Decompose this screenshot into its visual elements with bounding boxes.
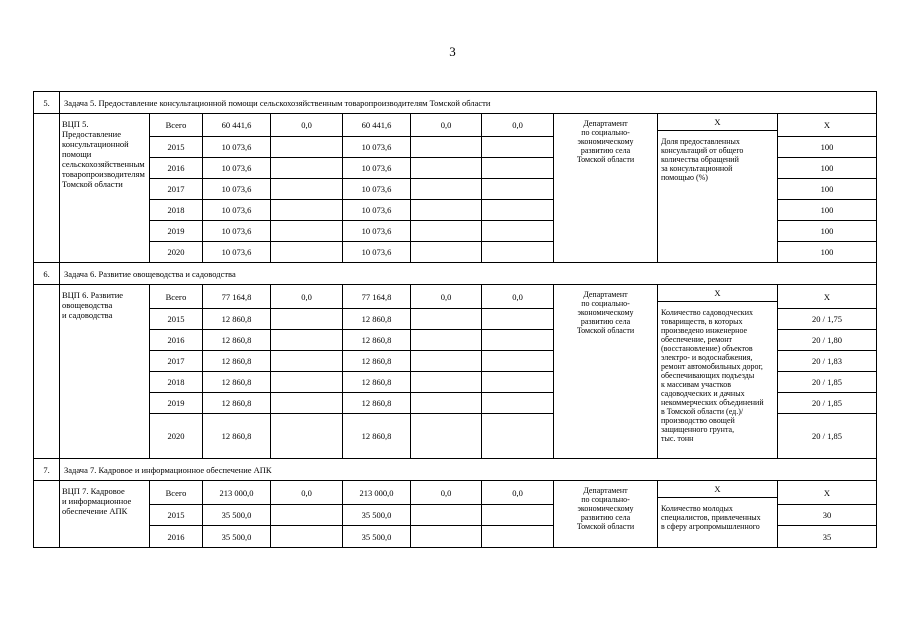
federal-cell	[271, 526, 343, 548]
total-cell: 35 500,0	[203, 526, 271, 548]
empty-cell	[34, 481, 60, 548]
federal-cell	[271, 221, 343, 242]
year-cell: Всего	[150, 114, 203, 137]
indicator-value: 35	[778, 526, 877, 548]
indicator-value: X	[778, 481, 877, 505]
indicator-value: 100	[778, 137, 877, 158]
regional-cell: 12 860,8	[343, 309, 411, 330]
total-cell: 10 073,6	[203, 137, 271, 158]
federal-cell	[271, 200, 343, 221]
local-cell	[411, 351, 482, 372]
table-row	[34, 481, 877, 505]
task-row	[34, 92, 877, 114]
local-cell	[411, 221, 482, 242]
program-name: ВЦП 6. Развитие овощеводства и садоводства	[60, 285, 150, 459]
regional-cell: 12 860,8	[343, 330, 411, 351]
year-cell: 2019	[150, 221, 203, 242]
total-cell: 10 073,6	[203, 242, 271, 263]
indicator-value: 100	[778, 242, 877, 263]
program-name: ВЦП 5. Предоставление консультационной помощи сельскохозяйственным товаропроизводителям Томской области	[60, 114, 150, 263]
indicator-x-mark: X	[658, 481, 777, 498]
indicator-value: 100	[778, 200, 877, 221]
year-cell: 2016	[150, 526, 203, 548]
year-cell: Всего	[150, 481, 203, 505]
regional-cell: 10 073,6	[343, 137, 411, 158]
local-cell	[411, 505, 482, 526]
empty-cell	[34, 285, 60, 459]
extra-budget-cell	[482, 505, 554, 526]
year-cell: 2015	[150, 505, 203, 526]
indicator-x-mark: X	[658, 114, 777, 131]
extra-budget-cell	[482, 221, 554, 242]
extra-budget-cell	[482, 309, 554, 330]
indicator-value: 100	[778, 221, 877, 242]
federal-cell	[271, 179, 343, 200]
regional-cell: 12 860,8	[343, 393, 411, 414]
local-cell	[411, 330, 482, 351]
local-cell	[411, 158, 482, 179]
federal-cell	[271, 242, 343, 263]
program-name: ВЦП 7. Кадровое и информационное обеспечение АПК	[60, 481, 150, 548]
total-cell: 10 073,6	[203, 158, 271, 179]
regional-cell: 10 073,6	[343, 200, 411, 221]
indicator-value: 20 / 1,85	[778, 372, 877, 393]
local-cell: 0,0	[411, 285, 482, 309]
indicator-description: Количество молодых специалистов, привлеченных в сферу агропромышленного	[661, 504, 761, 531]
indicator-cell	[658, 481, 778, 548]
extra-budget-cell	[482, 200, 554, 221]
extra-budget-cell: 0,0	[482, 481, 554, 505]
regional-cell: 12 860,8	[343, 414, 411, 459]
empty-cell	[34, 114, 60, 263]
extra-budget-cell: 0,0	[482, 285, 554, 309]
extra-budget-cell	[482, 330, 554, 351]
local-cell	[411, 309, 482, 330]
regional-cell: 12 860,8	[343, 372, 411, 393]
task-title: Задача 6. Развитие овощеводства и садоводства	[60, 263, 877, 285]
year-cell: 2016	[150, 158, 203, 179]
year-cell: Всего	[150, 285, 203, 309]
total-cell: 213 000,0	[203, 481, 271, 505]
indicator-value: 20 / 1,85	[778, 393, 877, 414]
federal-cell: 0,0	[271, 114, 343, 137]
page-number: 3	[449, 44, 456, 59]
regional-cell: 60 441,6	[343, 114, 411, 137]
federal-cell	[271, 351, 343, 372]
extra-budget-cell	[482, 526, 554, 548]
task-title: Задача 7. Кадровое и информационное обеспечение АПК	[60, 459, 877, 481]
local-cell	[411, 179, 482, 200]
extra-budget-cell	[482, 351, 554, 372]
department-cell: Департамент по социально- экономическому развитию села Томской области	[554, 114, 658, 263]
indicator-value: 20 / 1,75	[778, 309, 877, 330]
indicator-value: 20 / 1,85	[778, 414, 877, 459]
regional-cell: 10 073,6	[343, 158, 411, 179]
total-cell: 12 860,8	[203, 393, 271, 414]
indicator-description: Доля предоставленных консультаций от общего количества обращений за консультационной помощью (%)	[661, 137, 744, 182]
local-cell	[411, 526, 482, 548]
total-cell: 10 073,6	[203, 179, 271, 200]
regional-cell: 10 073,6	[343, 242, 411, 263]
year-cell: 2016	[150, 330, 203, 351]
indicator-cell	[658, 114, 778, 263]
total-cell: 77 164,8	[203, 285, 271, 309]
extra-budget-cell	[482, 179, 554, 200]
indicator-description: Количество садоводческих товариществ, в которых произведено инженерное обеспечение, ремонт (восстановление) объектов электро- и водоснабжения, ремонт автомобильных дорог, обеспечивающих подъезды к массивам участков садоводческих и дачных некоммерческих объединений в Томской области (ед.)/ производство овощей защищенного грунта, тыс. тонн	[661, 308, 764, 443]
department-cell: Департамент по социально- экономическому развитию села Томской области	[554, 285, 658, 459]
federal-cell	[271, 505, 343, 526]
federal-cell	[271, 372, 343, 393]
extra-budget-cell	[482, 372, 554, 393]
indicator-x-mark: X	[658, 285, 777, 302]
year-cell: 2020	[150, 414, 203, 459]
local-cell	[411, 200, 482, 221]
total-cell: 12 860,8	[203, 414, 271, 459]
year-cell: 2017	[150, 351, 203, 372]
task-row	[34, 263, 877, 285]
year-cell: 2015	[150, 137, 203, 158]
indicator-value: 30	[778, 505, 877, 526]
year-cell: 2017	[150, 179, 203, 200]
year-cell: 2018	[150, 372, 203, 393]
indicator-value: 100	[778, 179, 877, 200]
department-cell: Департамент по социально- экономическому развитию села Томской области	[554, 481, 658, 548]
total-cell: 35 500,0	[203, 505, 271, 526]
regional-cell: 12 860,8	[343, 351, 411, 372]
local-cell	[411, 242, 482, 263]
total-cell: 12 860,8	[203, 351, 271, 372]
indicator-value: 100	[778, 158, 877, 179]
table-row	[34, 114, 877, 137]
local-cell	[411, 137, 482, 158]
regional-cell: 213 000,0	[343, 481, 411, 505]
local-cell	[411, 393, 482, 414]
extra-budget-cell: 0,0	[482, 114, 554, 137]
total-cell: 10 073,6	[203, 200, 271, 221]
indicator-value: 20 / 1,80	[778, 330, 877, 351]
regional-cell: 35 500,0	[343, 526, 411, 548]
total-cell: 12 860,8	[203, 309, 271, 330]
extra-budget-cell	[482, 393, 554, 414]
local-cell	[411, 372, 482, 393]
indicator-value: X	[778, 285, 877, 309]
federal-cell	[271, 393, 343, 414]
local-cell: 0,0	[411, 114, 482, 137]
program-table	[33, 91, 877, 548]
federal-cell	[271, 330, 343, 351]
task-number: 7.	[34, 459, 60, 481]
local-cell: 0,0	[411, 481, 482, 505]
federal-cell: 0,0	[271, 481, 343, 505]
federal-cell	[271, 137, 343, 158]
total-cell: 12 860,8	[203, 330, 271, 351]
federal-cell	[271, 309, 343, 330]
regional-cell: 10 073,6	[343, 179, 411, 200]
extra-budget-cell	[482, 414, 554, 459]
regional-cell: 77 164,8	[343, 285, 411, 309]
task-number: 6.	[34, 263, 60, 285]
federal-cell	[271, 414, 343, 459]
year-cell: 2020	[150, 242, 203, 263]
extra-budget-cell	[482, 158, 554, 179]
federal-cell: 0,0	[271, 285, 343, 309]
year-cell: 2015	[150, 309, 203, 330]
indicator-value: 20 / 1,83	[778, 351, 877, 372]
federal-cell	[271, 158, 343, 179]
indicator-value: X	[778, 114, 877, 137]
local-cell	[411, 414, 482, 459]
regional-cell: 35 500,0	[343, 505, 411, 526]
indicator-cell	[658, 285, 778, 459]
task-row	[34, 459, 877, 481]
year-cell: 2018	[150, 200, 203, 221]
task-number: 5.	[34, 92, 60, 114]
regional-cell: 10 073,6	[343, 221, 411, 242]
table-row	[34, 285, 877, 309]
extra-budget-cell	[482, 137, 554, 158]
total-cell: 12 860,8	[203, 372, 271, 393]
task-title: Задача 5. Предоставление консультационной помощи сельскохозяйственным товаропроизводителям Томской области	[60, 92, 877, 114]
year-cell: 2019	[150, 393, 203, 414]
extra-budget-cell	[482, 242, 554, 263]
total-cell: 60 441,6	[203, 114, 271, 137]
total-cell: 10 073,6	[203, 221, 271, 242]
